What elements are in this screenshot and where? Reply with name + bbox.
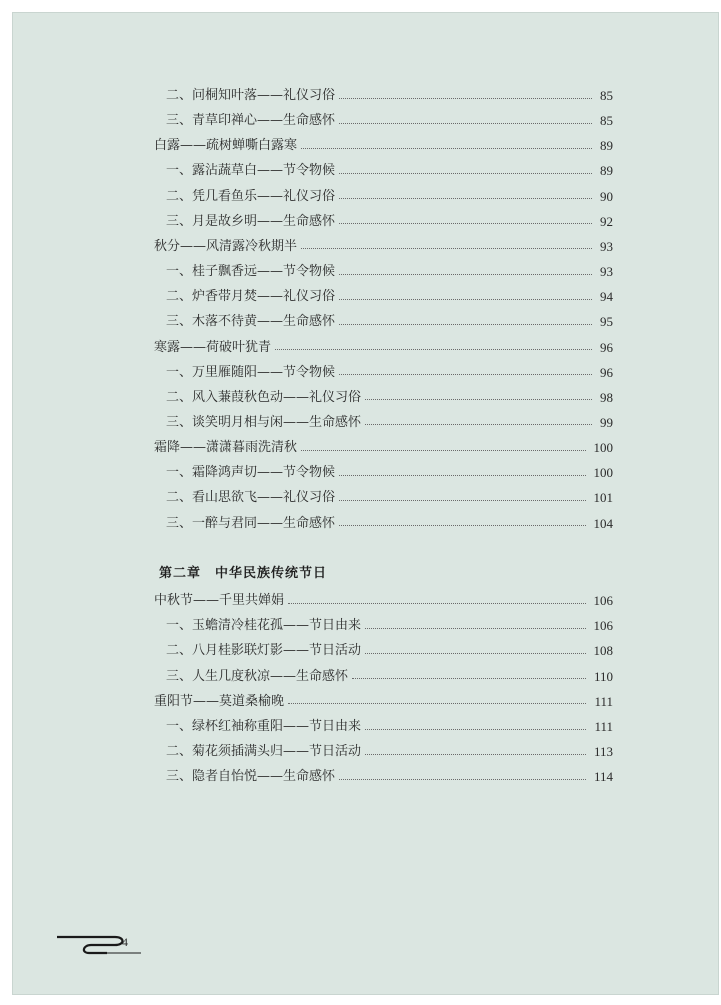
toc-entry-title: 一、霜降鸿声切——节令物候	[166, 465, 336, 481]
toc-entry-page: 93	[600, 264, 613, 280]
toc-entry	[166, 363, 613, 383]
dot-leader	[339, 779, 586, 780]
toc-entry-title: 一、绿杯红袖称重阳——节日由来	[166, 719, 362, 734]
toc-entry-title: 一、露沾蔬草白——节令物候	[166, 163, 336, 179]
page-number: 4	[122, 935, 128, 949]
toc-entry-page: 95	[600, 314, 613, 330]
toc-entry-page: 100	[593, 465, 613, 481]
toc-entry-title: 三、木落不待黄——生命感怀	[166, 314, 336, 330]
toc-entry-page: 89	[600, 138, 613, 154]
toc-entry-title: 二、八月桂影联灯影——节日活动	[166, 643, 362, 659]
dot-leader	[339, 223, 592, 224]
dot-leader	[301, 248, 592, 249]
toc-entry-page: 96	[600, 339, 613, 355]
toc-entry-page: 96	[600, 364, 613, 380]
toc-entry	[154, 692, 613, 712]
toc-entry-page: 98	[600, 389, 613, 405]
toc-entry	[166, 514, 613, 534]
toc-entry-title: 一、玉蟾清冷桂花孤——节日由来	[166, 618, 362, 634]
toc-entry-title: 秋分——风清露冷秋期半	[154, 238, 298, 254]
toc-entry-page: 100	[593, 440, 613, 456]
toc-entry-page: 111	[594, 719, 613, 734]
toc-entry	[154, 237, 613, 257]
toc-entry	[154, 591, 613, 611]
toc-entry	[166, 212, 613, 232]
toc-entry-title: 寒露——荷破叶犹青	[154, 339, 272, 355]
toc-entry	[166, 262, 613, 282]
toc-entry	[154, 338, 613, 358]
toc-entry	[166, 413, 613, 433]
toc-entry-page: 111	[594, 693, 613, 709]
toc-entry	[166, 616, 613, 636]
toc-entry-page: 90	[600, 188, 613, 204]
toc-entry-title: 重阳节——莫道桑榆晚	[154, 693, 285, 709]
toc-entry-title: 霜降——潇潇暮雨洗清秋	[154, 440, 298, 456]
toc-entry	[166, 717, 613, 737]
toc-entry-title: 二、炉香带月焚——礼仪习俗	[166, 289, 336, 305]
toc-entry	[166, 641, 613, 661]
toc-entry-title: 三、谈笑明月相与闲——生命感怀	[166, 414, 362, 430]
dot-leader	[339, 123, 592, 124]
toc-entry-page: 106	[593, 593, 613, 608]
toc-entry-page: 94	[600, 289, 613, 305]
toc-entry	[166, 86, 613, 106]
dot-leader	[339, 525, 585, 526]
dot-leader	[275, 349, 592, 350]
dot-leader	[339, 500, 585, 501]
toc-entry-page: 114	[593, 769, 613, 785]
dot-leader	[301, 450, 585, 451]
toc-entry-title: 三、青草印禅心——生命感怀	[166, 113, 336, 129]
toc-entry-page: 113	[593, 744, 613, 760]
toc-entry	[166, 312, 613, 332]
toc-entry-title: 二、凭几看鱼乐——礼仪习俗	[166, 188, 336, 204]
toc-entry	[166, 463, 613, 483]
dot-leader	[365, 754, 586, 755]
toc-entry-title: 中秋节——千里共婵娟	[154, 593, 285, 608]
toc-entry	[154, 438, 613, 458]
toc-entry-title: 二、问桐知叶落——礼仪习俗	[166, 88, 336, 103]
toc-entry-page: 93	[600, 238, 613, 254]
chapter-heading: 第二章 中华民族传统节日	[159, 566, 328, 581]
toc-entry	[166, 742, 613, 762]
dot-leader	[339, 475, 585, 476]
toc-entry	[166, 667, 613, 687]
toc-entry	[154, 136, 613, 156]
dot-leader	[339, 324, 592, 325]
toc-entry-title: 一、万里雁随阳——节令物候	[166, 364, 336, 380]
toc-entry-page: 89	[600, 163, 613, 179]
toc-entry-page: 85	[600, 113, 613, 129]
toc-entry-page: 108	[593, 643, 613, 659]
dot-leader	[339, 374, 592, 375]
toc-entry	[166, 388, 613, 408]
toc-entry-title: 三、月是故乡明——生命感怀	[166, 213, 336, 229]
toc-entry-page: 92	[600, 213, 613, 229]
dot-leader	[365, 653, 585, 654]
table-of-contents	[13, 13, 720, 996]
toc-entry	[166, 767, 613, 787]
book-page	[12, 12, 719, 995]
toc-entry-page: 99	[600, 414, 613, 430]
dot-leader	[365, 399, 592, 400]
toc-entry-title: 三、一醉与君同——生命感怀	[166, 515, 336, 531]
dot-leader	[365, 424, 592, 425]
dot-leader	[339, 98, 592, 99]
toc-entry-page: 106	[593, 618, 613, 634]
toc-entry-title: 白露——疏树蝉嘶白露寒	[154, 138, 298, 154]
dot-leader	[339, 198, 592, 199]
toc-entry-title: 三、人生几度秋凉——生命感怀	[166, 668, 349, 684]
toc-entry-page: 101	[593, 490, 613, 506]
toc-entry	[166, 488, 613, 508]
toc-entry-title: 二、菊花须插满头归——节日活动	[166, 744, 362, 760]
toc-entry-page: 104	[593, 515, 613, 531]
footer-ornament-icon	[53, 931, 143, 961]
toc-entry	[166, 111, 613, 131]
toc-entry	[166, 187, 613, 207]
toc-entry-title: 二、风入蒹葭秋色动——礼仪习俗	[166, 389, 362, 405]
toc-entry	[166, 287, 613, 307]
toc-entry	[166, 161, 613, 181]
toc-entry-title: 一、桂子飘香远——节令物候	[166, 264, 336, 280]
dot-leader	[365, 628, 585, 629]
toc-entry-page: 85	[600, 88, 613, 103]
dot-leader	[288, 703, 586, 704]
dot-leader	[339, 173, 592, 174]
toc-entry-title: 三、隐者自怡悦——生命感怀	[166, 769, 336, 785]
dot-leader	[365, 729, 586, 730]
dot-leader	[288, 603, 585, 604]
dot-leader	[339, 299, 592, 300]
dot-leader	[301, 148, 592, 149]
toc-entry-title: 二、看山思欲飞——礼仪习俗	[166, 490, 336, 506]
dot-leader	[352, 678, 586, 679]
toc-entry-page: 110	[593, 668, 613, 684]
dot-leader	[339, 274, 592, 275]
